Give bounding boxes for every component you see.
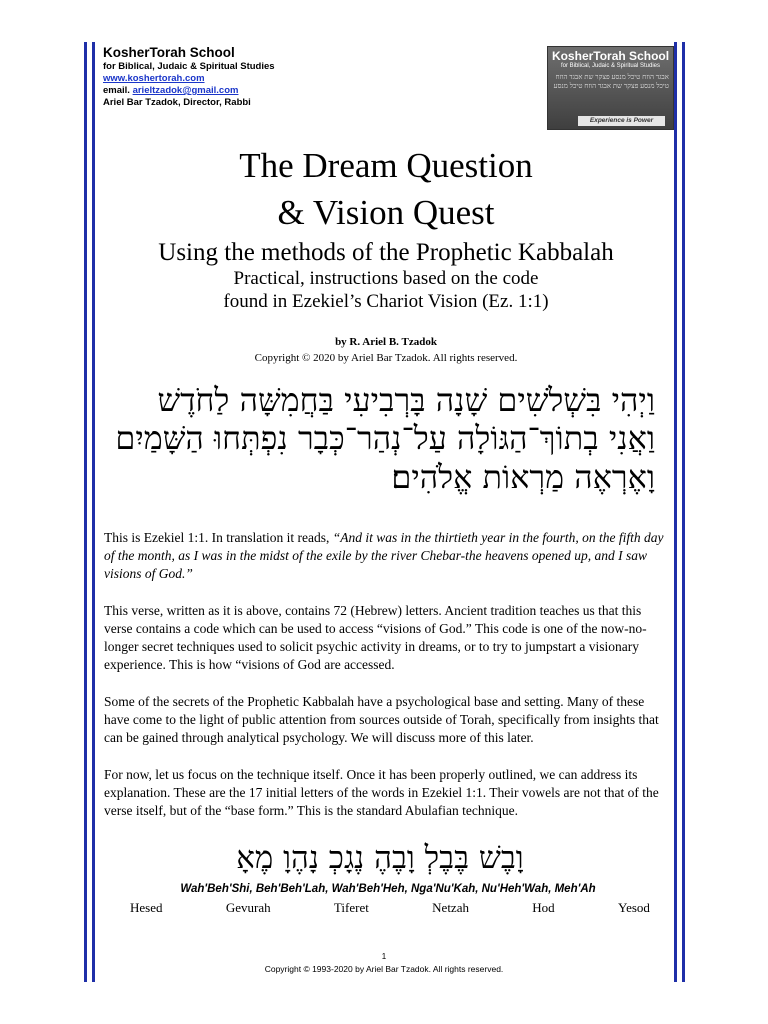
paragraph-4: For now, let us focus on the technique itself. Once it has been properly outlined, we can address its explanation. These are the 17 initial letters of the words in Ezekiel 1:1. Their vowels are not that of the verse itself, but of the “base form.” This is the standard Abulafian technique. [104,767,659,818]
paragraph-1-quote: “And it was in the thirtieth year in the fourth, on the fifth day of the month, as I was in the midst of the exile by the river Chebar-the heavens opened up, and I saw visions of God.” [104,530,664,581]
director-line: Ariel Bar Tzadok, Director, Rabbi [103,97,251,108]
byline: by R. Ariel B. Tzadok [335,336,437,348]
transliteration: Wah'Beh'Shi, Beh'Beh'Lah, Wah'Beh'Heh, Nga'Nu'Kah, Nu'Heh'Wah, Meh'Ah [180,883,596,895]
paragraph-3: Some of the secrets of the Prophetic Kabbalah have a psychological base and setting. Many of these have come to the light of public attention from sources outside of Torah, specifically from insights that can be gained through analytical psychology. We will discuss more of this later. [104,694,659,745]
paragraph-2: This verse, written as it is above, contains 72 (Hebrew) letters. Ancient tradition teaches us that this verse contains a code which can be used to access “visions of God.” This code is one of the now-no-longer secret techniques used to solicit psychic activity in dreams, or to try to jumpstart a visionary experience. This is how “visions of God are accessed. [104,603,647,672]
title-subtitle: Using the methods of the Prophetic Kabbalah [158,239,614,266]
website-link[interactable]: www.koshertorah.com [103,73,205,84]
sefirah-label: Gevurah [225,900,271,915]
sefirah-label: Netzah [432,900,469,915]
hebrew-verse-line-2: וַאֲנִי בְתוֹךְ־הַגּוֹלָה עַל־נְהַר־כְּבָר נִפְתְּחוּ הַשָּׁמַיִם [115,419,655,457]
title-line-1: The Dream Question [239,146,533,185]
sefirot-row [130,900,650,916]
sefirah-label: Hod [532,900,555,915]
logo-hebrew-texture: אבגד הוזח טיכל מנסע פצקר שת אבגד הוזח טיכל מנסע פצקר שת אבגד הוזח טיכל מנסע [553,73,669,90]
right-border-inner [674,42,677,982]
logo-tagline: Experience is Power [578,116,665,126]
title-line-2: & Vision Quest [277,193,495,232]
left-border-inner [92,42,95,982]
title-desc-2: found in Ezekiel’s Chariot Vision (Ez. 1:1) [223,291,549,312]
copyright-top: Copyright © 2020 by Ariel Bar Tzadok. All rights reserved. [254,352,518,364]
letterhead [103,45,463,109]
footer-copyright: Copyright © 1993-2020 by Ariel Bar Tzadok. All rights reserved. [264,964,504,974]
title-desc-1: Practical, instructions based on the code [233,268,539,289]
email-label: email. [103,85,130,96]
hebrew-verse-line-1: וַיְהִי בִּשְׁלֹשִׁים שָׁנָה בָּרְבִיעִי בַּחֲמִשָּׁה לַחֹדֶשׁ [157,381,655,419]
sefirah-label: Yesod [618,900,650,915]
sefirah-label: Tiferet [333,900,369,915]
school-name: KosherTorah School [103,45,235,60]
sefirah-label: Hesed [130,900,163,915]
hebrew-code-letters: וָבֶשׁ בֶּבֶלְ וָבֶהֶ נֶגָכְ נָהֶוָ מֶאָ [236,840,524,876]
page-number: 1 [381,952,387,961]
school-subtitle: for Biblical, Judaic & Spiritual Studies [103,61,275,72]
email-link[interactable]: arieltzadok@gmail.com [132,85,239,96]
paragraph-1 [104,529,670,583]
right-border-outer [682,42,685,982]
hebrew-verse-line-3: וָאֶרְאֶה מַרְאוֹת אֱלֹהִים׃ [391,458,655,496]
logo-title: KosherTorah School [551,49,670,63]
logo-subtitle: for Biblical, Judaic & Spiritual Studies [560,63,661,69]
school-logo [547,46,674,130]
left-border-outer [84,42,87,982]
paragraph-1-intro: This is Ezekiel 1:1. In translation it reads, [104,530,333,545]
